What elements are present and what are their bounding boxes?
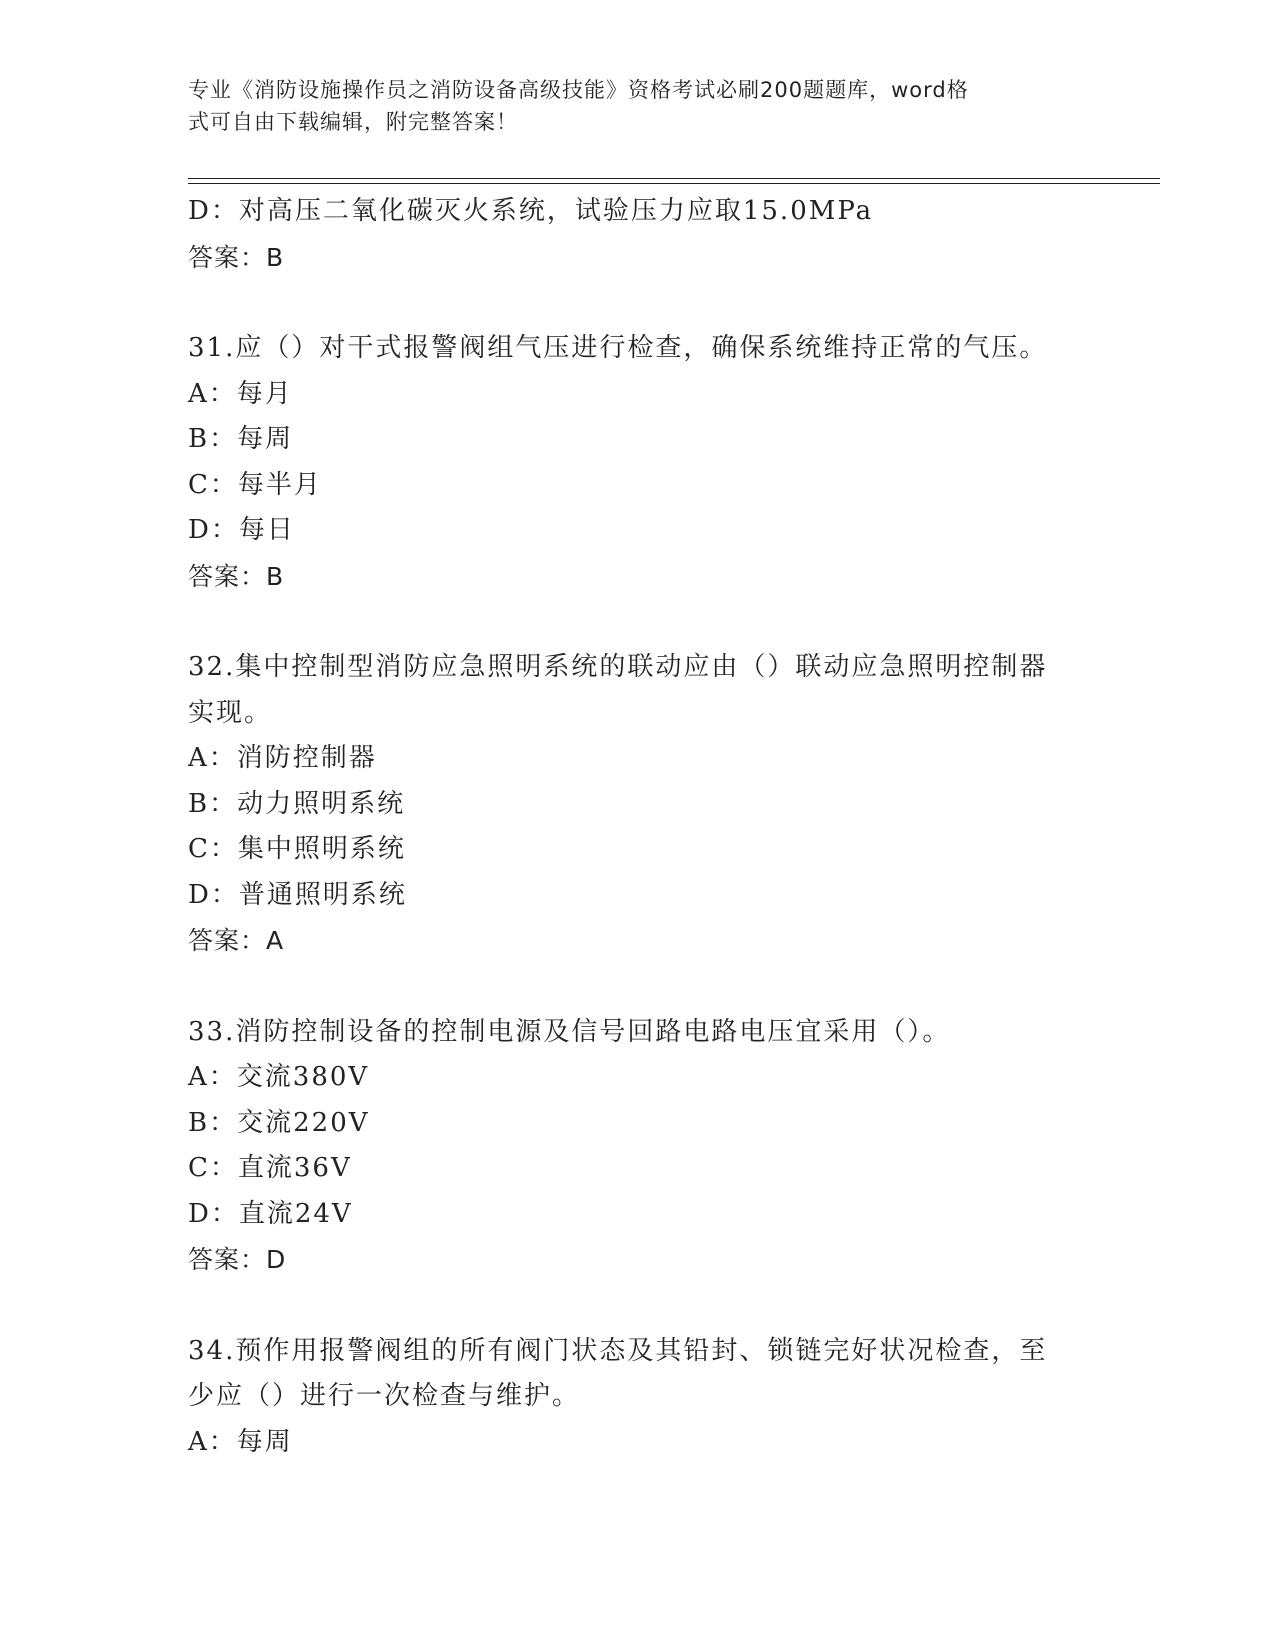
option-b: B：动力照明系统: [188, 788, 406, 819]
question-text: 33.消防控制设备的控制电源及信号回路电路电压宜采用（）。: [188, 1016, 951, 1047]
option-a: A：交流380V: [188, 1062, 370, 1092]
option-b: B：每周: [188, 424, 294, 454]
answer: 答案：B: [188, 561, 285, 591]
option-a: A：消防控制器: [188, 743, 377, 773]
question-text: 32.集中控制型消防应急照明系统的联动应由（）联动应急照明控制器: [188, 652, 1048, 682]
document-header: [188, 74, 1088, 138]
option-d: D：每日: [188, 515, 295, 545]
header-line-1: 专业《消防设施操作员之消防设备高级技能》资格考试必刷200题题库，word格: [188, 78, 969, 102]
question-text: 34.预作用报警阀组的所有阀门状态及其铅封、锁链完好状况检查，至: [188, 1335, 1048, 1366]
option-c: C：直流36V: [188, 1153, 352, 1183]
question-text-continued: 实现。: [188, 697, 273, 728]
option-c: C：集中照明系统: [188, 834, 406, 864]
header-divider-top: [188, 178, 1160, 179]
question-31: [188, 326, 1088, 599]
question-32: [188, 645, 1088, 964]
question-text-continued: 少应（）进行一次检查与维护。: [188, 1381, 581, 1411]
option-d: D：普通照明系统: [188, 879, 407, 910]
answer: 答案：D: [188, 1245, 287, 1274]
header-divider-bottom: [188, 183, 1160, 184]
spacer: [188, 280, 1088, 326]
question-34: [188, 1329, 1088, 1466]
question-33: [188, 1010, 1088, 1283]
header-line-2: 式可自由下载编辑，附完整答案！: [188, 110, 518, 134]
prev-answer: 答案：B: [188, 242, 285, 272]
prev-option-d: D：对高压二氧化碳灭火系统，试验压力应取15.0MPa: [188, 196, 874, 226]
option-d: D：直流24V: [188, 1198, 353, 1229]
option-a: A：每周: [188, 1426, 293, 1457]
option-c: C：每半月: [188, 469, 322, 500]
option-b: B：交流220V: [188, 1107, 370, 1138]
spacer: [188, 599, 1088, 645]
answer: 答案：A: [188, 926, 285, 955]
question-text: 31.应（）对干式报警阀组气压进行检查，确保系统维持正常的气压。: [188, 333, 1048, 363]
spacer: [188, 1283, 1088, 1329]
spacer: [188, 964, 1088, 1010]
option-a: A：每月: [188, 378, 293, 409]
document-body: [188, 189, 1088, 1465]
